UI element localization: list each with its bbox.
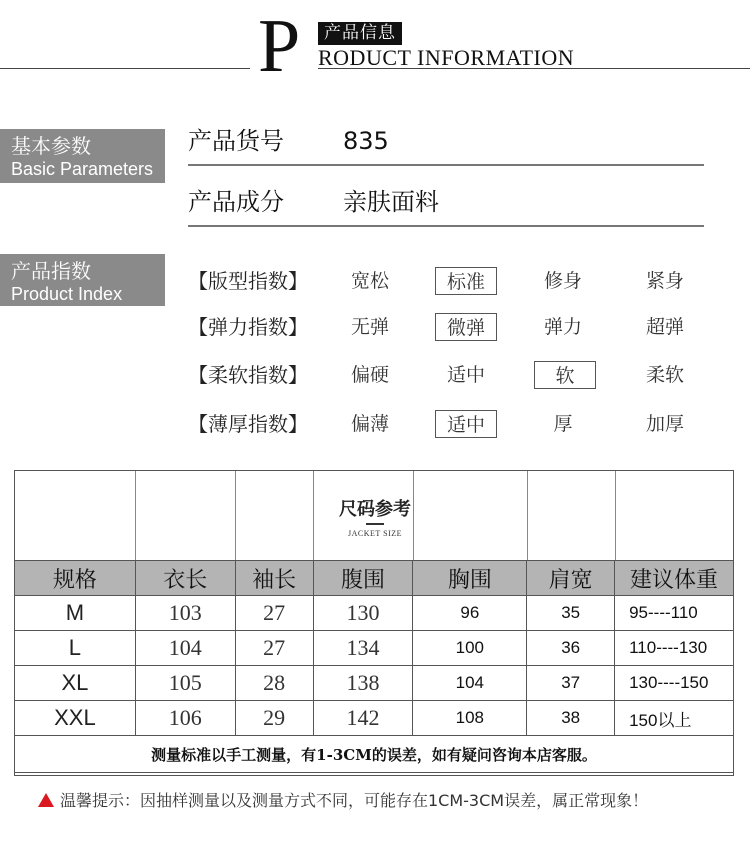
header-divider-left xyxy=(0,68,250,69)
size-table-title: 尺码参考 xyxy=(339,499,411,520)
table-row xyxy=(15,596,734,631)
param-key: 产品成分 xyxy=(188,188,284,216)
index-key: 【薄厚指数】 xyxy=(188,412,308,436)
index-row-elasticity xyxy=(188,313,708,343)
measurement-note: 测量标准以手工测量，有1-3CM的误差，如有疑问咨询本店客服。 xyxy=(15,736,734,773)
table-cell: 96 xyxy=(413,596,527,631)
column-header: 胸围 xyxy=(413,561,527,596)
param-key: 产品货号 xyxy=(188,127,284,155)
table-cell: 35 xyxy=(527,596,615,631)
table-cell: 108 xyxy=(413,701,527,736)
tip-text: 温馨提示：因抽样测量以及测量方式不同，可能存在1CM-3CM误差，属正常现象！ xyxy=(60,791,649,810)
header-big-letter: P xyxy=(258,4,301,88)
product-index-label-en: Product Index xyxy=(11,284,123,304)
index-key: 【弹力指数】 xyxy=(188,315,308,339)
column-header: 规格 xyxy=(15,561,136,596)
product-index-label xyxy=(0,254,165,306)
header-cn-title: 产品信息 xyxy=(318,22,402,45)
table-cell: XL xyxy=(15,666,136,701)
table-cell: 103 xyxy=(135,596,235,631)
index-option: 超弹 xyxy=(645,316,684,338)
table-cell: 104 xyxy=(413,666,527,701)
basic-params-label-cn: 基本参数 xyxy=(11,134,91,158)
column-header: 衣长 xyxy=(135,561,235,596)
index-option: 紧身 xyxy=(645,270,684,292)
table-cell: 104 xyxy=(135,631,235,666)
table-note-row xyxy=(15,736,734,773)
header-en-title: RODUCT INFORMATION xyxy=(318,45,575,70)
param-value: 835 xyxy=(343,127,389,155)
tip xyxy=(38,790,648,812)
index-option: 厚 xyxy=(553,413,573,435)
table-cell: M xyxy=(15,596,136,631)
param-row-sku xyxy=(188,124,704,166)
table-cell: 100 xyxy=(413,631,527,666)
index-option: 修身 xyxy=(543,270,582,292)
basic-params-label-en: Basic Parameters xyxy=(11,159,154,179)
index-option: 加厚 xyxy=(645,413,684,435)
table-cell: 134 xyxy=(313,631,413,666)
table-cell: 36 xyxy=(527,631,615,666)
index-key: 【版型指数】 xyxy=(188,269,308,293)
table-cell: 150以上 xyxy=(615,701,734,736)
index-option-selected: 标准 xyxy=(435,267,497,295)
title-underline xyxy=(366,523,384,525)
table-cell: 29 xyxy=(235,701,313,736)
table-cell: 95----110 xyxy=(615,596,734,631)
index-row-thickness xyxy=(188,410,708,440)
column-header: 建议体重 xyxy=(615,561,734,596)
size-table-subtitle: JACKET SIZE xyxy=(347,529,403,538)
param-value: 亲肤面料 xyxy=(343,188,439,216)
index-row-softness xyxy=(188,361,708,391)
param-row-material xyxy=(188,185,704,227)
table-cell: 27 xyxy=(235,631,313,666)
table-cell: 105 xyxy=(135,666,235,701)
table-cell: 130----150 xyxy=(615,666,734,701)
table-cell: 138 xyxy=(313,666,413,701)
table-header-row xyxy=(15,561,734,596)
index-option: 弹力 xyxy=(543,316,582,338)
table-row xyxy=(15,631,734,666)
index-option-selected: 软 xyxy=(534,361,596,389)
column-header: 肩宽 xyxy=(527,561,615,596)
table-cell: L xyxy=(15,631,136,666)
index-option-selected: 微弹 xyxy=(435,313,497,341)
table-cell: 110----130 xyxy=(615,631,734,666)
warning-triangle-icon xyxy=(38,793,54,807)
table-cell: 28 xyxy=(235,666,313,701)
column-header: 袖长 xyxy=(235,561,313,596)
basic-params-label xyxy=(0,129,165,183)
size-grid xyxy=(14,560,734,773)
size-table xyxy=(14,470,734,776)
table-cell: 27 xyxy=(235,596,313,631)
table-row xyxy=(15,666,734,701)
table-cell: 130 xyxy=(313,596,413,631)
index-option: 偏薄 xyxy=(350,413,389,435)
index-option: 偏硬 xyxy=(350,364,389,386)
table-row xyxy=(15,701,734,736)
table-cell: 106 xyxy=(135,701,235,736)
table-cell: XXL xyxy=(15,701,136,736)
column-header: 腹围 xyxy=(313,561,413,596)
table-cell: 38 xyxy=(527,701,615,736)
index-option-selected: 适中 xyxy=(435,410,497,438)
table-cell: 142 xyxy=(313,701,413,736)
index-option: 宽松 xyxy=(350,270,389,292)
index-key: 【柔软指数】 xyxy=(188,363,308,387)
table-cell: 37 xyxy=(527,666,615,701)
index-option: 适中 xyxy=(446,364,485,386)
index-option: 柔软 xyxy=(645,364,684,386)
product-index-label-cn: 产品指数 xyxy=(11,259,91,283)
index-option: 无弹 xyxy=(350,316,389,338)
index-row-fit xyxy=(188,267,708,297)
